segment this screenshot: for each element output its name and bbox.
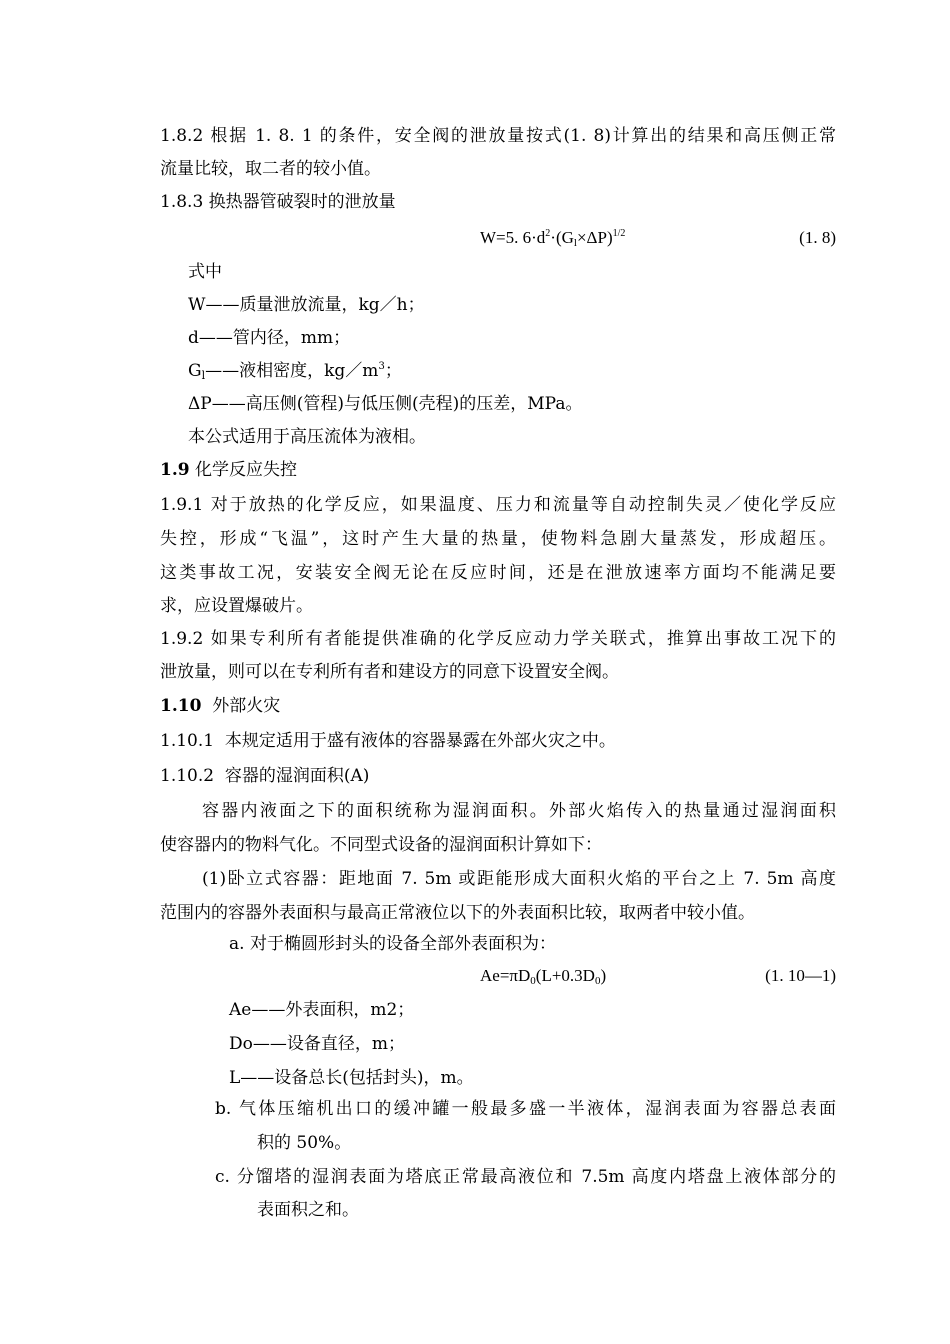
sec-1-9-2-line-1: 1.9.2 如果专利所有者能提供准确的化学反应动力学关联式，推算出事故工况下的 (160, 629, 837, 649)
sec-number: 1.10 (160, 696, 202, 716)
sec-1-9-heading: 1.9 化学反应失控 (160, 460, 297, 480)
formula-1-10-1-number: (1. 10—1) (765, 966, 836, 985)
item-a: a. 对于椭圆形封头的设备全部外表面积为： (229, 934, 556, 954)
sec-1-8-2-line-2: 流量比较，取二者的较小值。 (160, 159, 381, 179)
sec-number: 1.8.2 (160, 126, 204, 146)
sec-1-10-2: 1.10.2 容器的湿润面积(A) (160, 766, 370, 786)
formula-1-10-1: $Ae=\pi D_0(L+0.3D_0)$ (480, 966, 607, 987)
wet-area-para-line-1: 容器内液面之下的面积统称为湿润面积。外部火焰传入的热量通过湿润面积 (202, 801, 836, 821)
def-w: W——质量泄放流量，kg／h； (188, 295, 425, 315)
sec-1-9-2-line-2: 泄放量，则可以在专利所有者和建设方的同意下设置安全阀。 (160, 662, 619, 682)
item-b-line-2: 积的 50%。 (257, 1133, 352, 1153)
def-do: Do——设备直径，m； (229, 1034, 405, 1054)
item-1-line-1: (1)卧立式容器：距地面 7. 5m 或距能形成大面积火焰的平台之上 7. 5m 高度 (202, 869, 836, 889)
def-dp: ΔP——高压侧(管程)与低压侧(壳程)的压差，MPa。 (188, 394, 583, 414)
where-intro: 式中 (188, 262, 222, 282)
def-l: L——设备总长(包括封头)，m。 (229, 1068, 474, 1088)
sec-1-10-1: 1.10.1 本规定适用于盛有液体的容器暴露在外部火灾之中。 (160, 731, 616, 751)
item-1-line-2: 范围内的容器外表面积与最高正常液位以下的外表面积比较，取两者中较小值。 (160, 903, 755, 923)
item-c-line-2: 表面积之和。 (257, 1200, 359, 1220)
sec-1-9-1-line-4: 求，应设置爆破片。 (160, 596, 313, 616)
sec-1-9-1-line-2: 失控，形成“飞温”，这时产生大量的热量，使物料急剧大量蒸发，形成超压。 (160, 529, 836, 549)
wet-area-para-line-2: 使容器内的物料气化。不同型式设备的湿润面积计算如下： (160, 835, 602, 855)
def-g: $G_l——$液相密度，$kg/m^3$； (188, 361, 402, 382)
sec-number: 1.10.1 (160, 731, 215, 751)
sec-1-8-2-line-1: 1.8.2 根据 1. 8. 1 的条件，安全阀的泄放量按式(1. 8)计算出的结果和高压侧正常 (160, 126, 836, 146)
sec-1-9-1-line-1: 1.9.1 对于放热的化学反应，如果温度、压力和流量等自动控制失灵／使化学反应 (160, 495, 837, 515)
sec-1-10-heading: 1.10 外部火灾 (160, 696, 281, 716)
item-c-line-1: c. 分馏塔的湿润表面为塔底正常最高液位和 7.5m 高度内塔盘上液体部分的 (215, 1167, 836, 1187)
sec-number: 1.9.2 (160, 629, 204, 649)
sec-1-9-1-line-3: 这类事故工况，安装安全阀无论在反应时间，还是在泄放速率方面均不能满足要 (160, 563, 836, 583)
sec-1-8-3-heading: 1.8.3 换热器管破裂时的泄放量 (160, 192, 396, 212)
def-d: d——管内径，mm； (188, 328, 351, 348)
sec-number: 1.10.2 (160, 766, 215, 786)
formula-1-8-number: (1. 8) (799, 228, 836, 247)
formula-note: 本公式适用于高压流体为液相。 (188, 427, 426, 447)
def-ae: Ae——外表面积，m2； (229, 1000, 415, 1020)
item-b-line-1: b. 气体压缩机出口的缓冲罐一般最多盛一半液体，湿润表面为容器总表面 (215, 1099, 836, 1119)
sec-number: 1.9.1 (160, 495, 204, 515)
formula-1-8: W=5. $6\cdot d^2\cdot(G_l\times\Delta P)^{1/2}$ (480, 228, 626, 249)
sec-number: 1.9 (160, 460, 190, 480)
sec-number: 1.8.3 (160, 192, 204, 212)
